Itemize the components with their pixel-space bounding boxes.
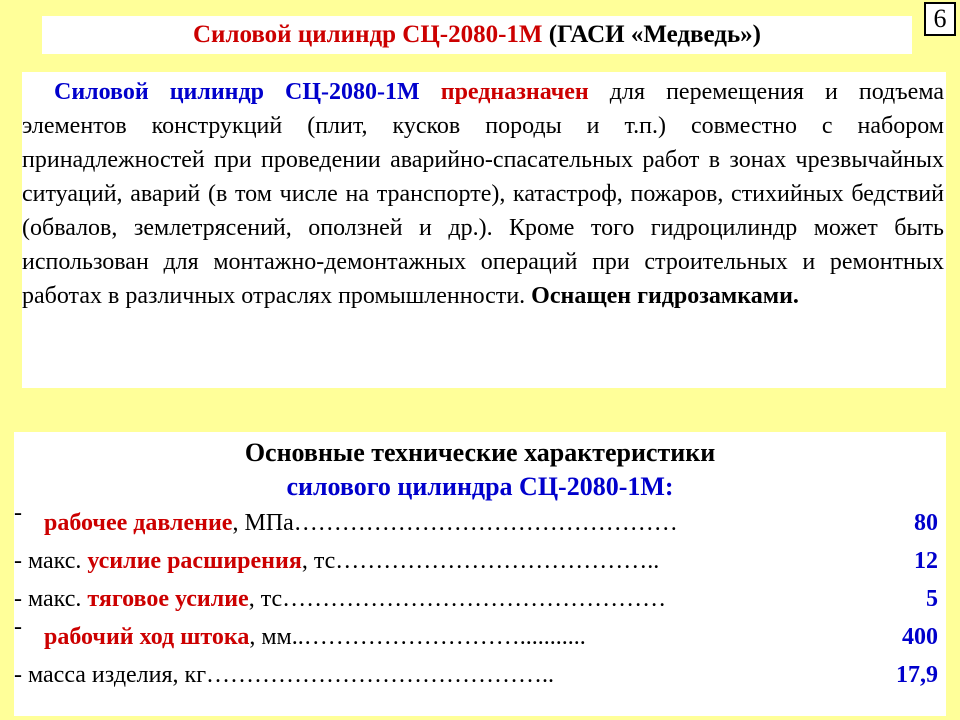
spec-leader-dots: ………………………………………… xyxy=(293,510,678,536)
specs-box xyxy=(14,432,946,716)
spec-name: рабочее давление xyxy=(44,510,233,536)
spec-value: 17,9 xyxy=(896,662,938,688)
spec-value: 12 xyxy=(914,548,938,574)
description-equipped: Оснащен гидрозамками. xyxy=(531,283,799,309)
page-number: 6 xyxy=(924,2,956,36)
specs-subheading: силового цилиндра СЦ-2080-1М: xyxy=(286,472,674,501)
spec-unit: , мм. xyxy=(249,624,298,650)
spec-row-traction-force xyxy=(14,580,946,618)
spec-dash: - xyxy=(14,586,28,612)
spec-row-stroke xyxy=(14,614,946,656)
spec-value: 400 xyxy=(902,624,938,650)
description-body: для перемещения и подъема элементов конструкций (плит, кусков породы и т.п.) совместно с набором принадлежностей при проведении аварийно-спасательных работ в зонах чрезвычайных ситуаций, аварий (в том числе на транспорте), катастроф, пожаров, стихийных бедствий (обвалов, землетрясений, оползней и др.). Кроме того гидроцилиндр может быть использован для монтажно-демонтажных операций при строительных и ремонтных работах в различных отраслях промышленности. xyxy=(22,79,944,309)
spec-dash: - xyxy=(14,614,22,640)
description-box xyxy=(22,72,946,388)
slide-title xyxy=(42,16,912,54)
spec-dash: - xyxy=(14,662,28,688)
spec-leader-dots: ………………………………….. xyxy=(335,548,660,574)
title-device-name: Силовой цилиндр СЦ-2080-1М xyxy=(192,21,543,48)
description-paragraph xyxy=(22,75,944,313)
spec-leader-dots: ………………………………………… xyxy=(282,586,667,612)
title-device-alias: (ГАСИ «Медведь») xyxy=(542,21,761,48)
spec-prefix: макс. xyxy=(28,586,88,612)
spec-row-expansion-force xyxy=(14,542,946,580)
spec-unit: , тс xyxy=(248,586,283,612)
description-keyword: предназначен xyxy=(440,79,589,105)
spec-dash: - xyxy=(14,500,22,526)
spec-name: рабочий ход штока xyxy=(44,624,250,650)
spec-value: 5 xyxy=(926,586,938,612)
specs-heading: Основные технические характеристики xyxy=(244,438,716,467)
spec-value: 80 xyxy=(914,510,938,536)
spec-row-pressure xyxy=(14,500,946,542)
description-device-name: Силовой цилиндр СЦ-2080-1М xyxy=(54,79,420,105)
spec-name: тяговое усилие xyxy=(87,586,249,612)
spec-name: усилие расширения xyxy=(87,548,302,574)
spec-leader-dots: …………………………………….. xyxy=(206,662,555,688)
spec-unit: , тс xyxy=(301,548,336,574)
spec-prefix: масса изделия, кг xyxy=(28,662,207,688)
spec-row-mass xyxy=(14,656,946,694)
spec-prefix: макс. xyxy=(28,548,88,574)
spec-leader-dots: .………………………........... xyxy=(297,624,586,650)
spec-unit: , МПа xyxy=(232,510,294,536)
spec-dash: - xyxy=(14,548,28,574)
